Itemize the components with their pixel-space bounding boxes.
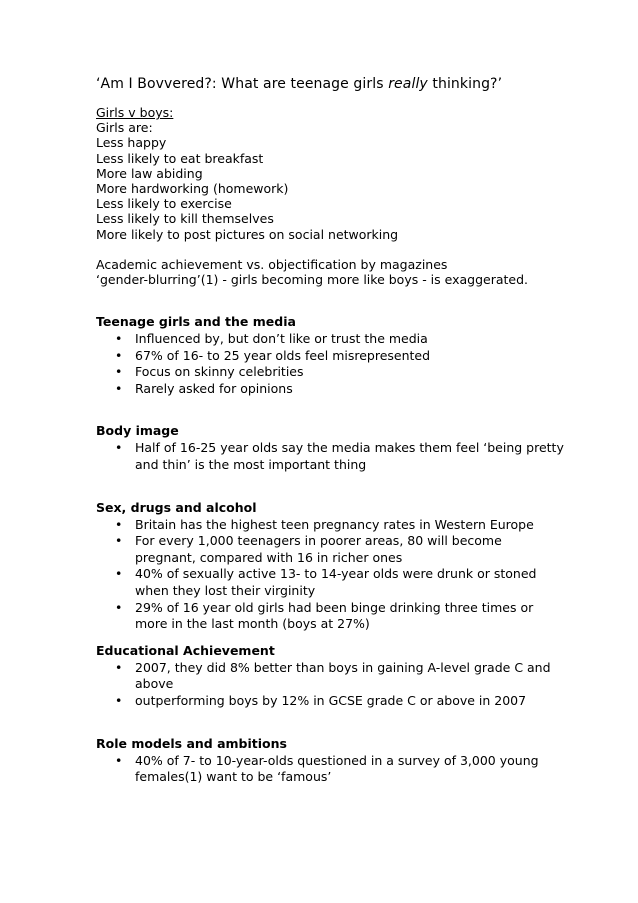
- list-item-text: 40% of 7- to 10-year-olds questioned in a survey of 3,000 young females(1) want to be ‘famous’: [135, 752, 539, 785]
- section-heading: Body image: [96, 423, 179, 439]
- section-heading: Sex, drugs and alcohol: [96, 499, 257, 515]
- list-item-text: 29% of 16 year old girls had been binge drinking three times or more in the last month (boys at 27%): [135, 599, 534, 632]
- bullet-glyph: •: [115, 347, 123, 363]
- section-heading: Educational Achievement: [96, 642, 275, 658]
- bullet-glyph: •: [115, 566, 123, 582]
- list-item: [96, 517, 566, 534]
- bullet-list: [96, 660, 566, 710]
- list-item-text: Half of 16-25 year olds say the media makes them feel ‘being pretty and thin’ is the most important thing: [135, 440, 564, 472]
- intro-line: More hardworking (homework): [96, 181, 289, 197]
- title-suffix: thinking?’: [427, 76, 503, 92]
- bullet-glyph: •: [115, 440, 123, 456]
- bullet-glyph: •: [115, 331, 123, 347]
- bullet-glyph: •: [115, 380, 123, 396]
- list-item-text: 40% of sexually active 13- to 14-year olds were drunk or stoned when they lost their virginity: [135, 566, 537, 598]
- list-item: [96, 331, 566, 348]
- list-item: [96, 600, 566, 633]
- intro-line: More law abiding: [96, 165, 203, 181]
- list-item-text: 2007, they did 8% better than boys in gaining A-level grade C and above: [135, 659, 551, 692]
- list-item-text: Influenced by, but don’t like or trust the media: [135, 331, 428, 347]
- intro-line: More likely to post pictures on social networking: [96, 226, 399, 242]
- intro-line: Girls are:: [96, 120, 153, 136]
- intro-line: Less likely to kill themselves: [96, 211, 274, 227]
- list-item-text: Focus on skinny celebrities: [135, 364, 304, 380]
- bullet-list: [96, 517, 566, 633]
- list-item: [96, 533, 566, 566]
- section-body-image: [96, 423, 566, 473]
- list-item-text: For every 1,000 teenagers in poorer areas, 80 will become pregnant, compared with 16 in richer ones: [135, 533, 502, 565]
- intro-line: Less likely to eat breakfast: [96, 150, 264, 166]
- list-item: [96, 440, 566, 473]
- list-item-text: Rarely asked for opinions: [135, 380, 293, 396]
- bullet-glyph: •: [115, 599, 123, 615]
- girls-vs-boys-block: [96, 105, 566, 242]
- section-educational-achievement: [96, 643, 566, 710]
- list-item-text: outperforming boys by 12% in GCSE grade C or above in 2007: [135, 692, 527, 708]
- bullet-glyph: •: [115, 752, 123, 768]
- list-item-text: Britain has the highest teen pregnancy rates in Western Europe: [135, 516, 534, 532]
- bullet-glyph: •: [115, 533, 123, 549]
- document-title: [96, 74, 566, 94]
- bullet-list: [96, 331, 566, 397]
- bullet-glyph: •: [115, 659, 123, 675]
- list-item: [96, 348, 566, 365]
- achievement-line: Academic achievement vs. objectification by magazines: [96, 256, 448, 272]
- section-heading: Role models and ambitions: [96, 735, 287, 751]
- list-item: [96, 693, 566, 710]
- bullet-list: [96, 440, 566, 473]
- bullet-glyph: •: [115, 692, 123, 708]
- list-item: [96, 381, 566, 398]
- section-role-models: [96, 736, 566, 786]
- list-item: [96, 660, 566, 693]
- section-heading: Teenage girls and the media: [96, 314, 296, 330]
- intro-line: Less happy: [96, 135, 167, 151]
- title-emphasis: really: [388, 76, 428, 92]
- section-sex-drugs-alcohol: [96, 500, 566, 633]
- document-page: [96, 74, 566, 786]
- title-prefix: ‘Am I Bovvered?: What are teenage girls: [96, 76, 389, 92]
- achievement-line: ‘gender-blurring’(1) - girls becoming more like boys - is exaggerated.: [96, 272, 529, 288]
- achievement-paragraph: [96, 257, 566, 288]
- bullet-glyph: •: [115, 516, 123, 532]
- list-item: [96, 566, 566, 599]
- section-media: [96, 314, 566, 397]
- list-item: [96, 753, 566, 786]
- intro-line: Less likely to exercise: [96, 196, 232, 212]
- bullet-list: [96, 753, 566, 786]
- list-item: [96, 364, 566, 381]
- girls-vs-boys-heading: Girls v boys:: [96, 105, 174, 120]
- bullet-glyph: •: [115, 364, 123, 380]
- list-item-text: 67% of 16- to 25 year olds feel misrepresented: [135, 347, 431, 363]
